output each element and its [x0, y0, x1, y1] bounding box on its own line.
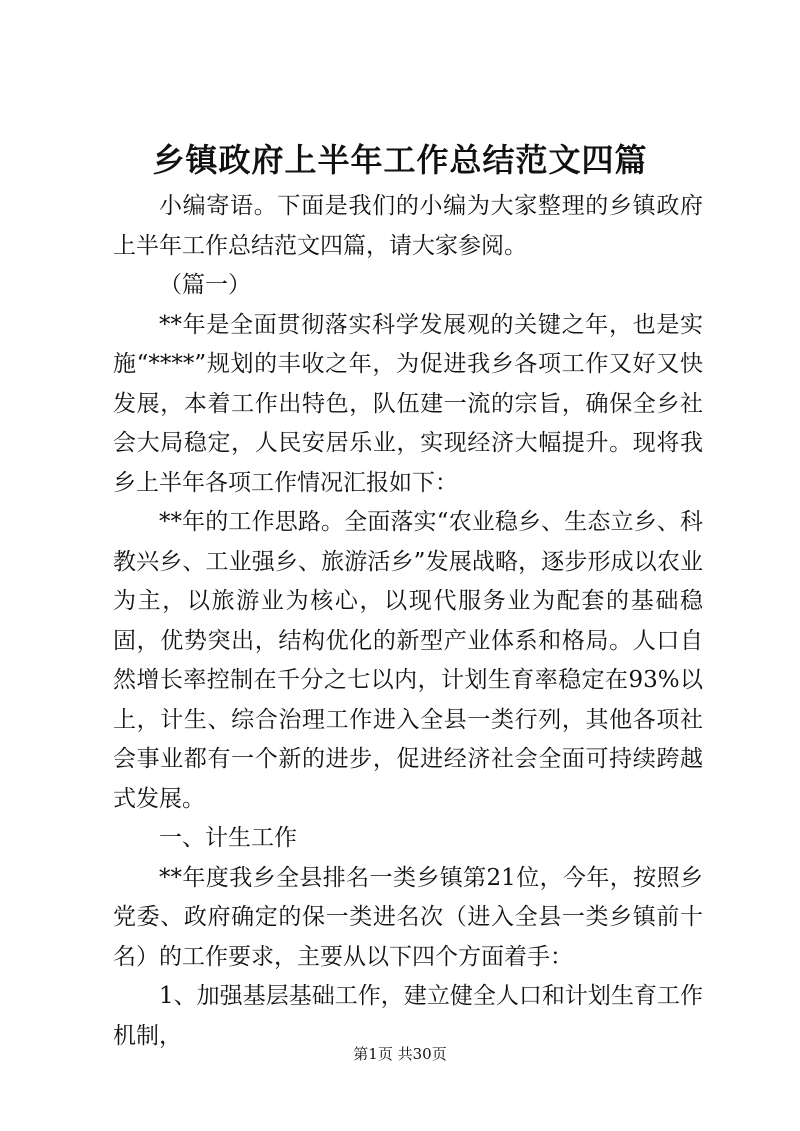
paragraph-ranking: **年度我乡全县排名一类乡镇第21位，今年，按照乡党委、政府确定的保一类进名次（进入全县一类乡镇前十名）的工作要求，主要从以下四个方面着手：	[113, 864, 703, 970]
paragraph-intro: 小编寄语。下面是我们的小编为大家整理的乡镇政府上半年工作总结范文四篇，请大家参阅。	[113, 193, 703, 259]
paragraph-work-ideas: **年的工作思路。全面落实“农业稳乡、生态立乡、科教兴乡、工业强乡、旅游活乡”发展战略，逐步形成以农业为主，以旅游业为核心，以现代服务业为配套的基础稳固，优势突出，结构优化的新型产业体系和格局。人口自然增长率控制在千分之七以内，计划生育率稳定在93%以上，计生、综合治理工作进入全县一类行列，其他各项社会事业都有一个新的进步，促进经济社会全面可持续跨越式发展。	[113, 509, 703, 812]
paragraph-overview: **年是全面贯彻落实科学发展观的关键之年，也是实施“****”规划的丰收之年，为促进我乡各项工作又好又快发展，本着工作出特色，队伍建一流的宗旨，确保全乡社会大局稳定，人民安居乐业，实现经济大幅提升。现将我乡上半年各项工作情况汇报如下：	[113, 311, 703, 496]
document-title: 乡镇政府上半年工作总结范文四篇	[152, 141, 648, 179]
paragraph-point-1: 1、加强基层基础工作，建立健全人口和计划生育工作机制，	[113, 983, 703, 1049]
page-footer: 第1页 共30页	[353, 1045, 447, 1063]
document-body	[113, 187, 703, 1056]
paragraph-section-heading: （篇一）	[159, 272, 251, 298]
paragraph-subheading-family-planning: 一、计生工作	[159, 825, 297, 851]
